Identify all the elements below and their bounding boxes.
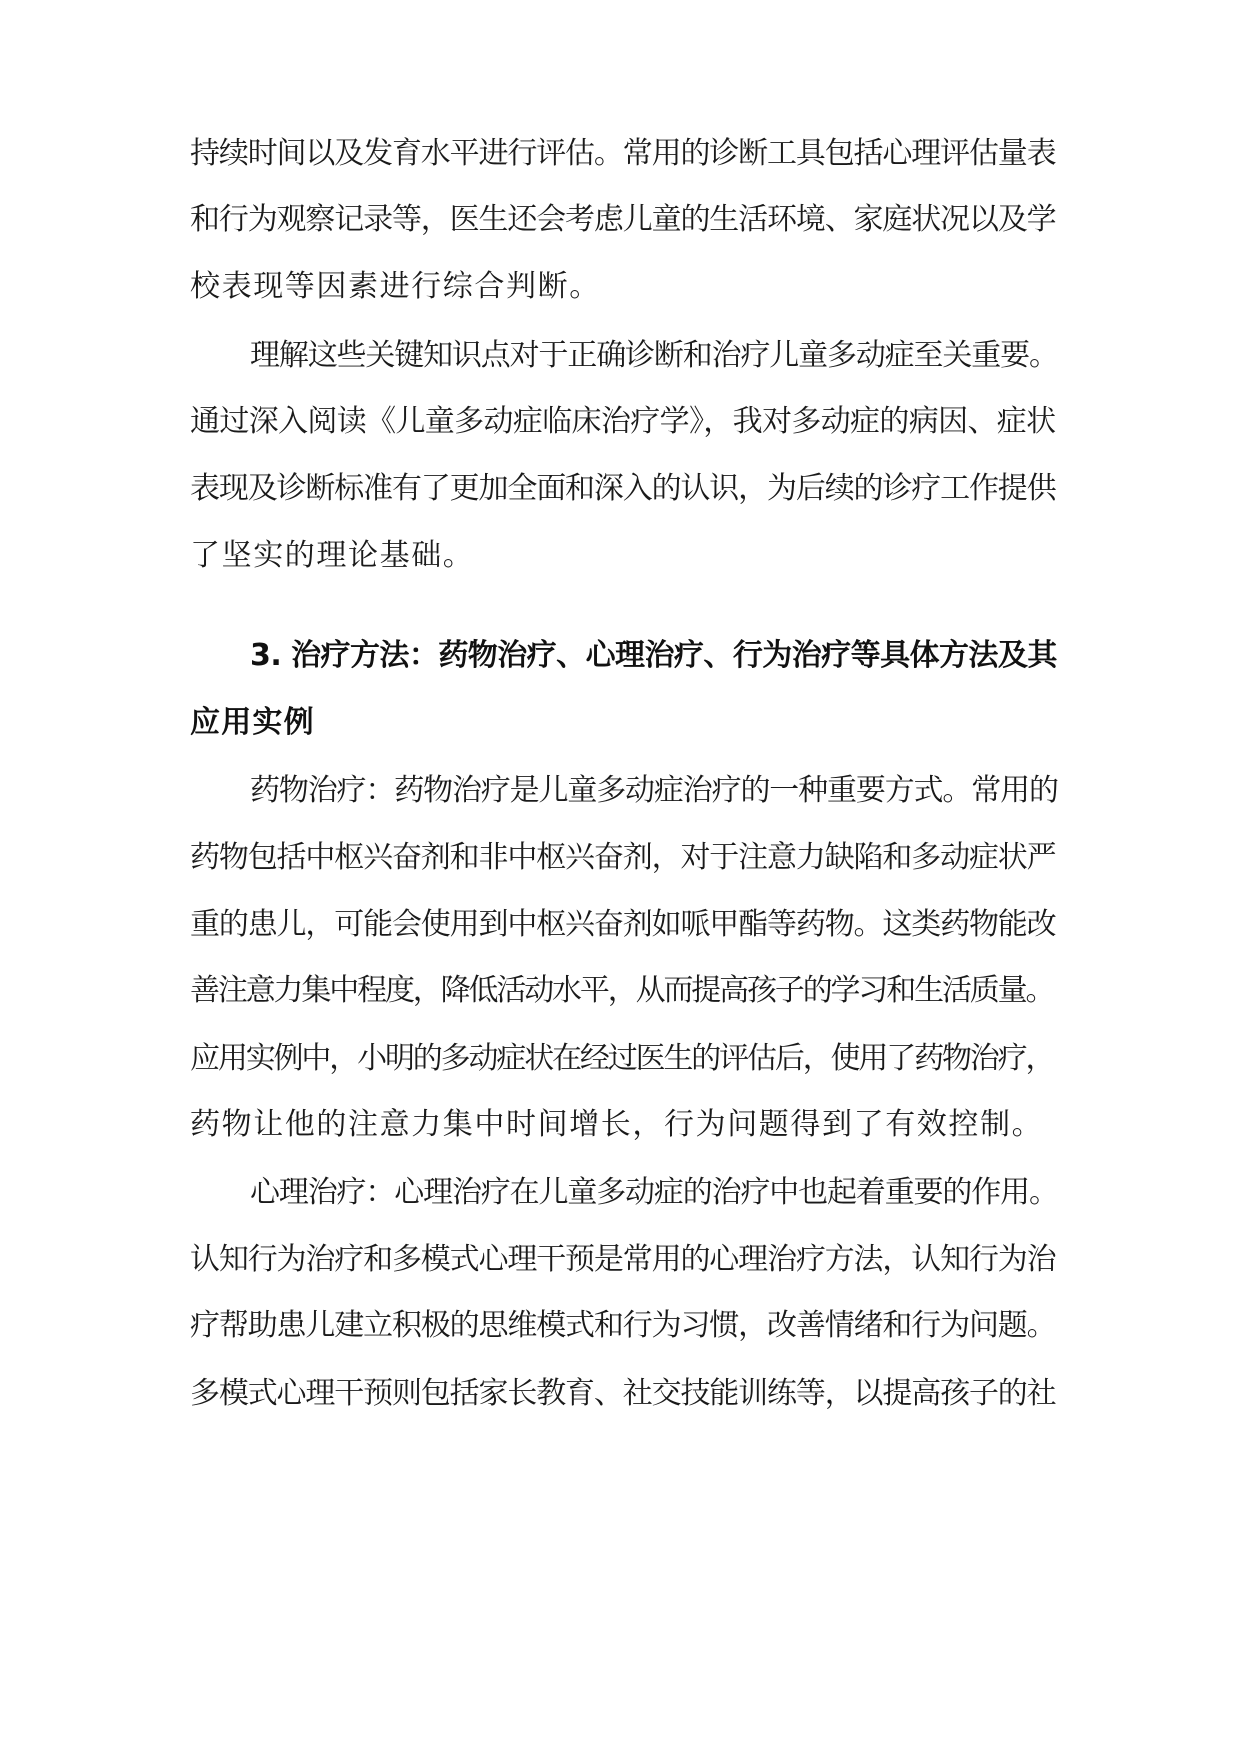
paragraph-2-line-1: 理解这些关键知识点对于正确诊断和治疗儿童多动症至关重要。 — [250, 338, 1058, 373]
paragraph-2-line-3: 表现及诊断标准有了更加全面和深入的认识，为后续的诊疗工作提供 — [190, 471, 1056, 506]
paragraph-2-line-2: 通过深入阅读《儿童多动症临床治疗学》，我对多动症的病因、症状 — [190, 404, 1056, 439]
psychotherapy-line-4: 多模式心理干预则包括家长教育、社交技能训练等，以提高孩子的社 — [190, 1376, 1056, 1411]
drug-therapy-line-3: 重的患儿，可能会使用到中枢兴奋剂如哌甲酯等药物。这类药物能改 — [190, 907, 1056, 942]
paragraph-1-line-1: 持续时间以及发育水平进行评估。常用的诊断工具包括心理评估量表 — [190, 136, 1056, 171]
section-3-heading-line-1: 3. 治疗方法：药物治疗、心理治疗、行为治疗等具体方法及其 — [250, 638, 1057, 673]
section-3-heading-line-2: 应用实例 — [190, 705, 315, 740]
paragraph-1-line-3: 校表现等因素进行综合判断。 — [190, 269, 601, 304]
drug-therapy-line-1: 药物治疗：药物治疗是儿童多动症治疗的一种重要方式。常用的 — [250, 773, 1058, 808]
psychotherapy-line-1: 心理治疗：心理治疗在儿童多动症的治疗中也起着重要的作用。 — [250, 1175, 1058, 1210]
psychotherapy-line-2: 认知行为治疗和多模式心理干预是常用的心理治疗方法，认知行为治 — [190, 1242, 1056, 1277]
paragraph-1-line-2: 和行为观察记录等，医生还会考虑儿童的生活环境、家庭状况以及学 — [190, 202, 1056, 237]
drug-therapy-line-2: 药物包括中枢兴奋剂和非中枢兴奋剂，对于注意力缺陷和多动症状严 — [190, 840, 1056, 875]
psychotherapy-line-3: 疗帮助患儿建立积极的思维模式和行为习惯，改善情绪和行为问题。 — [190, 1308, 1056, 1343]
paragraph-2-line-4: 了坚实的理论基础。 — [190, 538, 475, 573]
drug-therapy-line-4: 善注意力集中程度，降低活动水平，从而提高孩子的学习和生活质量。 — [190, 973, 1054, 1008]
drug-therapy-line-6: 药物让他的注意力集中时间增长，行为问题得到了有效控制。 — [190, 1107, 1044, 1142]
drug-therapy-line-5: 应用实例中，小明的多动症状在经过医生的评估后，使用了药物治疗， — [190, 1041, 1054, 1076]
